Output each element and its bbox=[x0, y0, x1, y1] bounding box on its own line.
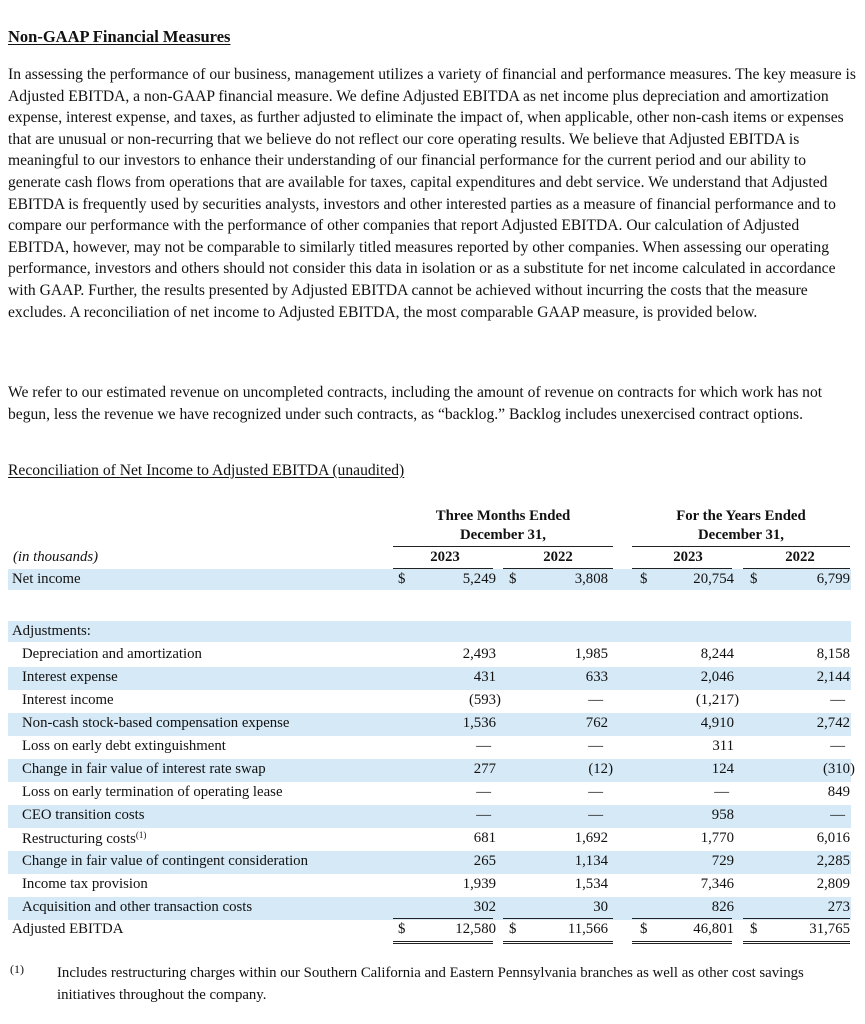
adjustment-row bbox=[8, 851, 851, 874]
value-cell: 762 bbox=[585, 715, 608, 731]
year-col-4: 2022 bbox=[785, 549, 815, 565]
value-cell: 6,016 bbox=[816, 830, 850, 846]
row-label-text: Change in fair value of interest rate swap bbox=[22, 761, 266, 777]
row-label bbox=[22, 692, 114, 709]
dollar-sign: $ bbox=[640, 921, 648, 937]
row-label bbox=[22, 807, 144, 824]
units-label: (in thousands) bbox=[13, 549, 99, 565]
value-cell: 681 bbox=[473, 830, 496, 846]
value-cell: — bbox=[588, 784, 603, 800]
double-rule-4a bbox=[743, 941, 850, 942]
row-label-text: Non-cash stock-based compensation expense bbox=[22, 715, 290, 731]
value-cell: 311 bbox=[712, 738, 734, 754]
adjustment-row bbox=[8, 805, 851, 828]
double-rule-1b bbox=[393, 943, 493, 944]
value-cell: 1,985 bbox=[574, 646, 608, 662]
years-ended-header-line1: For the Years Ended bbox=[676, 508, 806, 524]
value-cell: — bbox=[588, 692, 603, 708]
row-label-text: Change in fair value of contingent consideration bbox=[22, 853, 308, 869]
adjustment-row bbox=[8, 736, 851, 759]
value-cell: 2,285 bbox=[816, 853, 850, 869]
value-cell: 302 bbox=[473, 899, 496, 915]
value-cell: — bbox=[830, 738, 845, 754]
row-label: Net income bbox=[12, 571, 81, 587]
paragraph-adjusted-ebitda: In assessing the performance of our business, management utilizes a variety of financial and performance measures. The key measure is Adjusted EBITDA, a non-GAAP financial measure. We define Adjusted EBITDA as net income plus depreciation and amortization expense, interest expense, and taxes, as further adjusted to eliminate the impact of, when applicable, other non-cash items or expenses that are unusual or non-recurring that we believe do not reflect our core operating results. We believe that Adjusted EBITDA is meaningful to our investors to enhance their understanding of our financial performance for the current period and our ability to generate cash flows from operations that are available for taxes, capital expenditures and debt service. We understand that Adjusted EBITDA is frequently used by securities analysts, investors and other interested parties as a measure of financial performance and to compare our performance with the performance of other companies that report Adjusted EBITDA. Our calculation of Adjusted EBITDA, however, may not be comparable to similarly titled measures reported by other companies. When assessing our operating performance, investors and others should not consider this data in isolation or as a substitute for net income calculated in accordance with GAAP. Further, the results presented by Adjusted EBITDA cannot be achieved without incurring the costs that the measure excludes. A reconciliation of net income to Adjusted EBITDA, the most comparable GAAP measure, is provided below. bbox=[8, 66, 856, 321]
value-cell: 729 bbox=[711, 853, 734, 869]
dollar-sign: $ bbox=[398, 571, 406, 587]
value-cell: 5,249 bbox=[462, 571, 496, 587]
years-ended-header-line2: December 31, bbox=[697, 527, 784, 543]
value-cell: — bbox=[714, 784, 729, 800]
row-label-text: Restructuring costs bbox=[22, 831, 136, 847]
year-col-1: 2023 bbox=[430, 549, 460, 565]
header-rule-1 bbox=[393, 546, 613, 547]
value-cell: — bbox=[476, 784, 491, 800]
adjustment-row bbox=[8, 644, 851, 667]
adjustment-row bbox=[8, 782, 851, 805]
value-cell: — bbox=[476, 738, 491, 754]
double-rule-3b bbox=[632, 943, 732, 944]
value-cell: 958 bbox=[711, 807, 734, 823]
value-cell: 31,765 bbox=[809, 921, 850, 937]
value-cell: — bbox=[588, 807, 603, 823]
value-cell: — bbox=[830, 807, 845, 823]
three-months-header-line2: December 31, bbox=[459, 527, 546, 543]
value-cell: 277 bbox=[473, 761, 496, 777]
value-cell: 2,742 bbox=[816, 715, 850, 731]
net-income-row bbox=[8, 569, 851, 590]
dollar-sign: $ bbox=[750, 921, 758, 937]
value-cell: 1,134 bbox=[574, 853, 608, 869]
section-heading: Non-GAAP Financial Measures bbox=[8, 27, 231, 46]
row-label-text: Depreciation and amortization bbox=[22, 646, 202, 662]
adjustment-row bbox=[8, 874, 851, 897]
row-label bbox=[22, 669, 118, 686]
years-ended-header bbox=[632, 507, 850, 545]
table-title: Reconciliation of Net Income to Adjusted EBITDA (unaudited) bbox=[8, 462, 405, 479]
value-cell: 1,770 bbox=[700, 830, 734, 846]
row-label bbox=[22, 899, 252, 916]
value-cell: (593) bbox=[468, 692, 501, 708]
row-label bbox=[22, 876, 148, 893]
value-cell: — bbox=[588, 738, 603, 754]
value-cell: 1,939 bbox=[462, 876, 496, 892]
adjustment-row bbox=[8, 897, 851, 920]
value-cell: 265 bbox=[473, 853, 496, 869]
row-label bbox=[22, 784, 283, 801]
value-cell: — bbox=[830, 692, 845, 708]
value-cell: (310) bbox=[822, 761, 855, 777]
value-cell: 826 bbox=[711, 899, 734, 915]
adjustments-label-row bbox=[8, 621, 851, 642]
value-cell: 1,536 bbox=[462, 715, 496, 731]
row-label bbox=[22, 830, 146, 848]
adjustment-row bbox=[8, 667, 851, 690]
footnote-text: Includes restructuring charges within our Southern California and Eastern Pennsylvania branches as well as other cost savings initiatives throughout the company. bbox=[57, 965, 804, 1003]
row-label bbox=[22, 761, 266, 778]
value-cell: 2,493 bbox=[462, 646, 496, 662]
value-cell: 2,046 bbox=[700, 669, 734, 685]
adjustment-row bbox=[8, 759, 855, 782]
header-rule-2 bbox=[632, 546, 850, 547]
row-label-text: Acquisition and other transaction costs bbox=[22, 899, 253, 915]
value-cell: 633 bbox=[585, 669, 608, 685]
paragraph-backlog: We refer to our estimated revenue on uncompleted contracts, including the amount of revenue on contracts for which work has not begun, less the revenue we have recognized under such contracts, as “backlog.” Backlog includes unexercised contract options. bbox=[8, 384, 823, 423]
row-label bbox=[22, 715, 290, 732]
row-label-text: CEO transition costs bbox=[22, 807, 145, 823]
row-label bbox=[22, 646, 202, 663]
value-cell: 124 bbox=[711, 761, 734, 777]
value-cell: 8,158 bbox=[816, 646, 850, 662]
value-cell: 1,534 bbox=[574, 876, 608, 892]
double-rule-2b bbox=[503, 943, 613, 944]
row-label-text: Interest income bbox=[22, 692, 114, 708]
value-cell: 11,566 bbox=[567, 921, 608, 937]
value-cell: 20,754 bbox=[693, 571, 734, 587]
dollar-sign: $ bbox=[509, 571, 517, 587]
three-months-header-line1: Three Months Ended bbox=[435, 508, 571, 524]
value-cell: 12,580 bbox=[455, 921, 496, 937]
dollar-sign: $ bbox=[640, 571, 648, 587]
row-label-text: Loss on early debt extinguishment bbox=[22, 738, 226, 754]
value-cell: 4,910 bbox=[700, 715, 734, 731]
row-label bbox=[22, 738, 226, 755]
value-cell: — bbox=[476, 807, 491, 823]
dollar-sign: $ bbox=[398, 921, 406, 937]
double-rule-2a bbox=[503, 941, 613, 942]
value-cell: 431 bbox=[473, 669, 496, 685]
row-label bbox=[22, 853, 308, 870]
double-rule-1a bbox=[393, 941, 493, 942]
footnote-ref: (1) bbox=[135, 830, 147, 840]
row-label-text: Loss on early termination of operating lease bbox=[22, 784, 283, 800]
footnote-marker: (1) bbox=[10, 962, 24, 976]
value-cell: 2,144 bbox=[816, 669, 850, 685]
adjusted-ebitda-row bbox=[8, 919, 851, 940]
adjustment-row bbox=[8, 690, 851, 713]
value-cell: 3,808 bbox=[574, 571, 608, 587]
row-label-text: Income tax provision bbox=[22, 876, 148, 892]
value-cell: 1,692 bbox=[574, 830, 608, 846]
value-cell: (12) bbox=[588, 761, 613, 777]
dollar-sign: $ bbox=[750, 571, 758, 587]
value-cell: 849 bbox=[827, 784, 850, 800]
value-cell: 273 bbox=[827, 899, 850, 915]
value-cell: (1,217) bbox=[695, 692, 739, 708]
value-cell: 6,799 bbox=[816, 571, 850, 587]
adjustment-row bbox=[8, 713, 851, 736]
adjustments-label: Adjustments: bbox=[12, 623, 91, 639]
value-cell: 30 bbox=[593, 899, 608, 915]
value-cell: 7,346 bbox=[700, 876, 734, 892]
value-cell: 46,801 bbox=[693, 921, 734, 937]
value-cell: 8,244 bbox=[700, 646, 734, 662]
three-months-header bbox=[393, 507, 613, 545]
year-col-3: 2023 bbox=[673, 549, 703, 565]
double-rule-3a bbox=[632, 941, 732, 942]
row-label-text: Interest expense bbox=[22, 669, 118, 685]
row-label: Adjusted EBITDA bbox=[12, 921, 124, 937]
year-col-2: 2022 bbox=[543, 549, 573, 565]
value-cell: 2,809 bbox=[816, 876, 850, 892]
adjustment-row bbox=[8, 828, 851, 851]
dollar-sign: $ bbox=[509, 921, 517, 937]
double-rule-4b bbox=[743, 943, 850, 944]
